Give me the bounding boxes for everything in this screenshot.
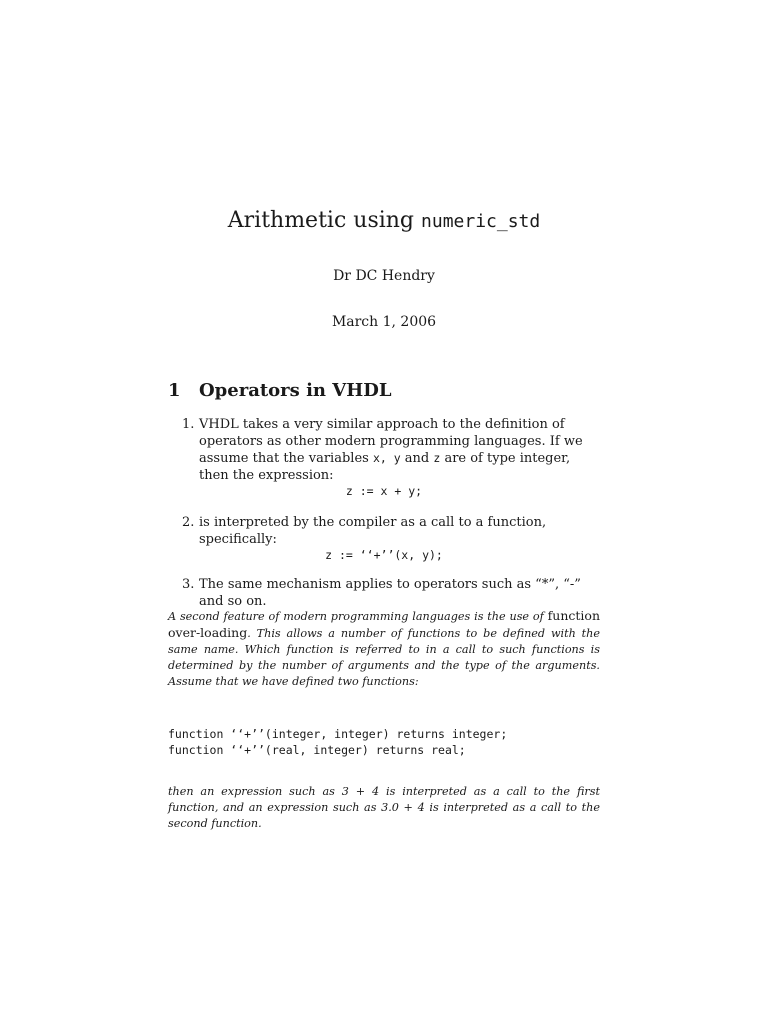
code-expression: z := ‘‘+’’(x, y); [325,548,443,562]
document-title [0,208,768,233]
author-line: Dr DC Hendry [333,268,435,284]
list-item-label: 3. [182,577,195,592]
title-code: numeric_std [421,211,541,232]
section-number: 1 [168,380,181,401]
emphasized-term: function over-loading [168,608,600,640]
section-title: Operators in VHDL [199,380,392,401]
code-expression: z := x + y; [345,484,423,498]
list-item [182,515,602,548]
list-item-label: 2. [182,515,195,530]
date-line: March 1, 2006 [331,314,437,330]
list-item [182,577,602,610]
code-line: function ‘‘+’’(integer, integer) returns integer; [168,727,508,741]
body-paragraph: A second feature of modern programming languages is the use of function over-loading. This allows a number of functions to be defined with the same name. Which function is referred to in a call to such functions is determined by the number of arguments and the type of the arguments. Assume that we have defined two functions: [168,608,600,688]
list-item-label: 1. [182,417,195,432]
list-item-text: VHDL takes a very similar approach to the definition of operators as other modern programming languages. If we assume that the variables x, y and z are of type integer, then the expression: [199,417,583,483]
list-item-text: is interpreted by the compiler as a call to a function, specifically: [199,515,547,547]
title-text: Arithmetic using [227,208,422,233]
list-item-text: The same mechanism applies to operators such as “*”, “-” and so on. [199,577,581,609]
code-line: function ‘‘+’’(real, integer) returns real; [168,743,466,757]
code-block [168,726,507,758]
section-heading [168,380,392,401]
inline-code: z [433,451,441,465]
inline-code: x, y [372,451,401,465]
list-item [182,417,602,484]
body-paragraph: then an expression such as 3 + 4 is interpreted as a call to the first function, and an expression such as 3.0 + 4 is interpreted as a call to the second function. [168,785,600,830]
